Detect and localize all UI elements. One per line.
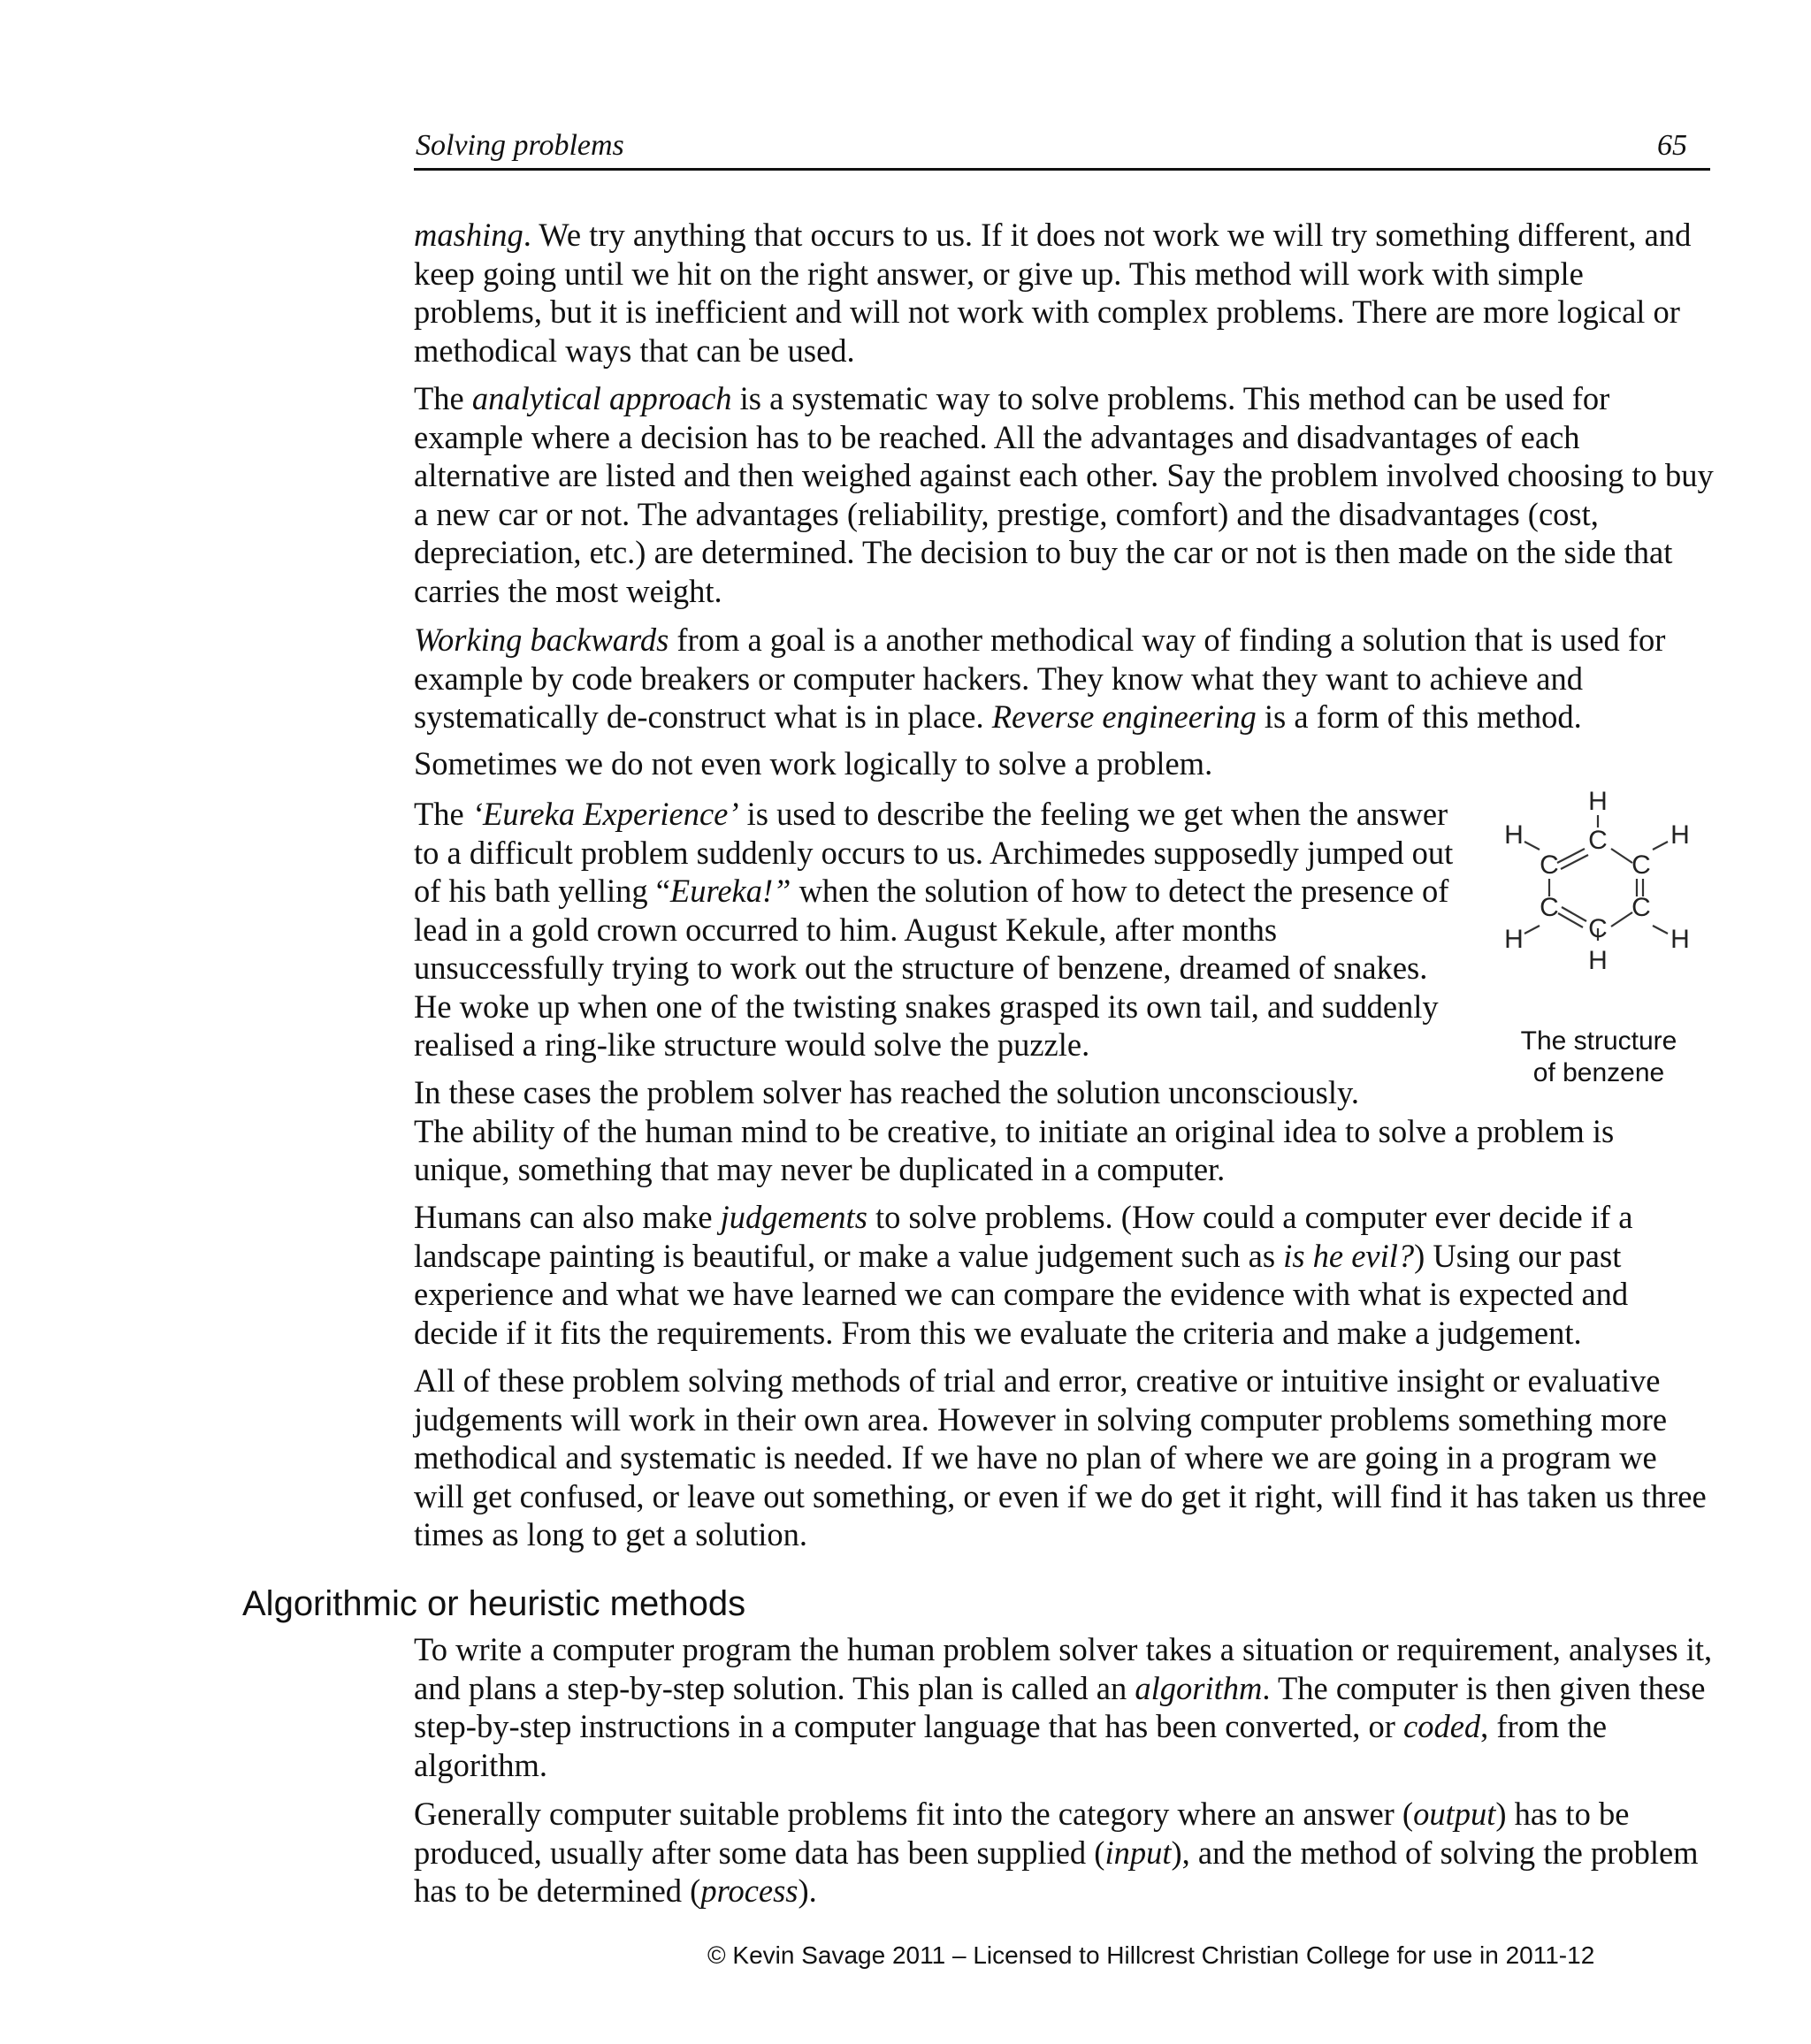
running-title: Solving problems <box>416 129 624 162</box>
paragraph-text: . We try anything that occurs to us. If it does not work we will try something different, and keep going until we hit on the right answer, or give up. This method will work with simple problems, but it is inefficient and will not work with complex problems. There are more logical or methodical ways that can be used. <box>414 217 1692 369</box>
paragraph-algorithm <box>414 1630 1714 1784</box>
benzene-structure-figure <box>1482 782 1730 1011</box>
emphasis-term: judgements <box>720 1199 867 1235</box>
paragraph-judgements <box>414 1198 1714 1352</box>
emphasis-term: Eureka!” <box>669 873 791 909</box>
paragraph-text: ) has to be produced, usually after some data has been supplied ( <box>414 1796 1630 1871</box>
hydrogen-atom-lower-left: H <box>1504 925 1524 954</box>
caption-line-2: of benzene <box>1532 1058 1665 1087</box>
paragraph-text: to solve problems. (How could a computer ever decide if a landscape painting is beautiful, or make a value judgement such as <box>414 1199 1633 1274</box>
paragraph-text: when the solution of how to detect the presence of lead in a gold crown occurred to him. August Kekule, after months unsuccessfully trying to work out the structure of benzene, dreamed of snakes. He woke up when one of the twisting snakes grasped its own tail, and suddenly realised a ring-like structure would solve the puzzle. <box>414 873 1449 1063</box>
emphasis-term: process <box>700 1872 799 1909</box>
paragraph-unconscious-solution <box>414 1073 1714 1189</box>
emphasis-term: analytical approach <box>471 380 732 416</box>
paragraph-text: In these cases the problem solver has reached the solution unconsciously. <box>414 1074 1360 1110</box>
emphasis-term: output <box>1413 1796 1496 1832</box>
copyright-footer: © Kevin Savage 2011 – Licensed to Hillcrest Christian College for use in 2011-12 <box>707 1941 1595 1969</box>
paragraph-text: from a goal is a another methodical way of finding a solution that is used for example by code breakers or computer hackers. They know what they want to achieve and systematically de-construct what is in place. <box>414 622 1666 735</box>
paragraph-text: is a systematic way to solve problems. This method can be used for example where a decision has to be reached. All the advantages and disadvantages of each alternative are listed and then weighed against each other. Say the problem involved choosing to buy a new car or not. The advantages (reliability, prestige, comfort) and the disadvantages (cost, depreciation, etc.) are determined. The decision to buy the car or not is then made on the side that carries the most weight. <box>414 380 1714 609</box>
hydrogen-atom-upper-left: H <box>1504 820 1524 850</box>
carbon-atom-upper-left: C <box>1540 850 1559 880</box>
hydrogen-atom-top: H <box>1588 787 1608 816</box>
paragraph-text: is used to describe the feeling we get when the answer to a difficult problem suddenly occurs to us. Archimedes supposedly jumped out of his bath yelling “ <box>414 796 1454 909</box>
caption-line-1: The structure <box>1520 1026 1677 1056</box>
emphasis-term: coded <box>1403 1708 1481 1744</box>
emphasis-term: is he evil? <box>1283 1237 1415 1274</box>
benzene-diagram <box>1491 782 1712 1011</box>
paragraph-text: The ability of the human mind to be creative, to initiate an original idea to solve a problem is unique, something that may never be duplicated in a computer. <box>414 1112 1615 1187</box>
page-number: 65 <box>1657 129 1687 162</box>
paragraph-eureka-experience <box>414 795 1457 1064</box>
carbon-atom-bottom: C <box>1588 914 1608 943</box>
paragraph-text: is a form of this method. <box>1256 698 1582 735</box>
carbon-atom-upper-right: C <box>1631 850 1651 880</box>
hydrogen-atom-lower-right: H <box>1670 925 1690 954</box>
paragraph-text: ), and the method of solving the problem has to be determined ( <box>414 1834 1699 1909</box>
paragraph-methods-summary: All of these problem solving methods of trial and error, creative or intuitive insight or evaluative judgements will work in their own area. However in solving computer problems something more methodical and systematic is needed. If we have no plan of where we are going in a program we will get confused, or leave out something, or even if we do get it right, will find it has taken us three times as long to get a solution. <box>414 1362 1707 1552</box>
paragraph-text: . The computer is then given these step-by-step instructions in a computer language that has been converted, or <box>414 1669 1706 1744</box>
paragraph-working-backwards <box>414 621 1714 736</box>
paragraph-text: ) Using our past experience and what we have learned we can compare the evidence with what is expected and decide if it fits the requirements. From this we evaluate the criteria and make a judgement. <box>414 1237 1629 1351</box>
emphasis-term: Reverse engineering <box>991 698 1257 735</box>
paragraph-text: To write a computer program the human problem solver takes a situation or requirement, analyses it, and plans a step-by-step solution. This plan is called an <box>414 1631 1713 1706</box>
carbon-atom-lower-left: C <box>1540 893 1559 922</box>
paragraph-trial-and-error <box>414 216 1714 370</box>
emphasis-term: input <box>1104 1834 1172 1871</box>
paragraph-input-process-output <box>414 1795 1714 1911</box>
paragraph-text: Humans can also make <box>414 1199 721 1235</box>
paragraph-text: Generally computer suitable problems fit into the category where an answer ( <box>414 1796 1414 1832</box>
hydrogen-atom-upper-right: H <box>1670 820 1690 850</box>
paragraph-not-logically: Sometimes we do not even work logically to solve a problem. <box>414 745 1213 782</box>
paragraph-text: The <box>414 380 472 416</box>
carbon-atom-lower-right: C <box>1631 893 1651 922</box>
carbon-atom-top: C <box>1588 826 1608 855</box>
emphasis-term: ‘Eureka Experience’ <box>471 796 739 832</box>
paragraph-analytical-approach <box>414 379 1714 610</box>
hydrogen-atom-bottom: H <box>1588 946 1608 975</box>
section-heading: Algorithmic or heuristic methods <box>242 1584 746 1623</box>
emphasis-term: Working backwards <box>414 622 669 658</box>
paragraph-text: The <box>414 796 472 832</box>
emphasis-term: algorithm <box>1135 1669 1263 1706</box>
paragraph-text: ). <box>798 1872 817 1909</box>
page-header <box>414 126 1710 171</box>
emphasis-term: mashing <box>414 217 523 253</box>
paragraph-text: , from the algorithm. <box>414 1708 1608 1783</box>
